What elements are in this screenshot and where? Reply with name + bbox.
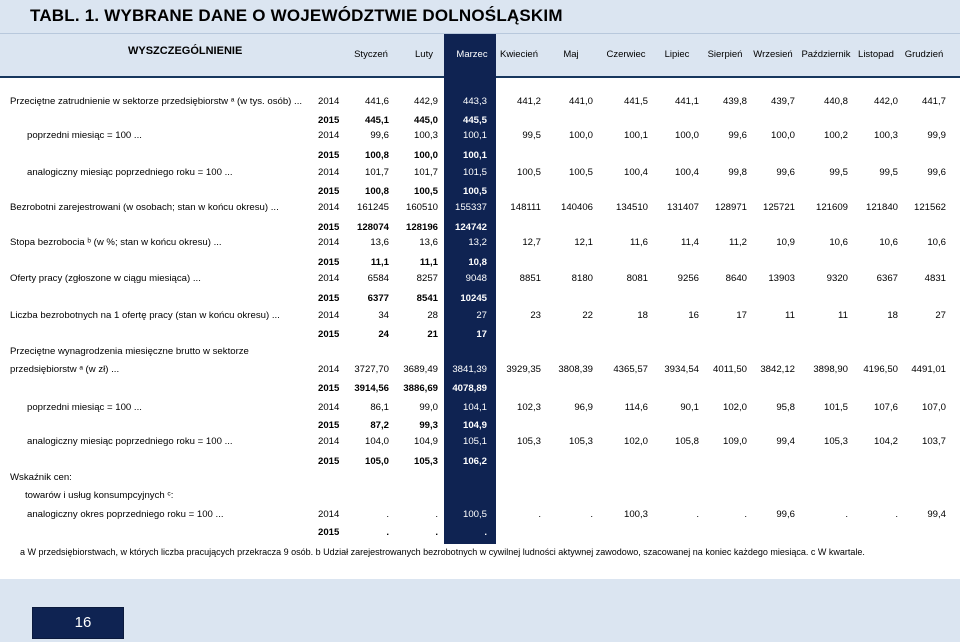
month-header: Luty <box>415 49 433 60</box>
table-row <box>0 202 960 216</box>
cell-value: 3886,69 <box>403 383 438 394</box>
row-label: Liczba bezrobotnych na 1 ofertę pracy (stan w końcu okresu) ... <box>10 310 280 321</box>
cell-value: 100,3 <box>413 130 438 141</box>
cell-value: 90,1 <box>680 402 699 413</box>
cell-value: 99,9 <box>927 130 946 141</box>
cell-value: 8640 <box>725 273 747 284</box>
cell-value: . <box>484 527 487 538</box>
cell-value: 10,6 <box>927 237 946 248</box>
cell-value: . <box>435 509 438 520</box>
cell-value: 100,1 <box>623 130 648 141</box>
cell-value: 102,3 <box>516 402 541 413</box>
row-year: 2015 <box>318 293 340 304</box>
table-row <box>0 310 960 324</box>
row-year: 2014 <box>318 167 340 178</box>
cell-value: 107,0 <box>921 402 946 413</box>
page-number-box <box>32 607 124 639</box>
table-row <box>0 420 960 434</box>
cell-value: 104,9 <box>462 420 487 431</box>
row-label: poprzedni miesiąc = 100 ... <box>27 130 142 141</box>
cell-value: 445,1 <box>364 115 389 126</box>
row-label: Przeciętne zatrudnienie w sektorze przedsiębiorstw ᵃ (w tys. osób) ... <box>10 96 303 107</box>
cell-value: 105,1 <box>462 436 487 447</box>
cell-value: 17 <box>476 329 487 340</box>
row-label: poprzedni miesiąc = 100 ... <box>27 402 142 413</box>
row-year: 2015 <box>318 383 340 394</box>
cell-value: . <box>435 527 438 538</box>
cell-value: 445,5 <box>462 115 487 126</box>
cell-value: 17 <box>736 310 747 321</box>
cell-value: 100,1 <box>462 130 487 141</box>
cell-value: 99,4 <box>927 509 946 520</box>
table-row <box>0 96 960 110</box>
cell-value: 28 <box>427 310 438 321</box>
row-year: 2014 <box>318 130 340 141</box>
row-label: analogiczny okres poprzedniego roku = 100 ... <box>27 509 224 520</box>
cell-value: 4365,57 <box>613 364 648 375</box>
cell-value: 99,5 <box>829 167 848 178</box>
bottom-band <box>0 579 960 642</box>
row-year: 2014 <box>318 436 340 447</box>
cell-value: 100,5 <box>568 167 593 178</box>
cell-value: 128196 <box>405 222 438 233</box>
table-row <box>0 115 960 129</box>
cell-value: 99,6 <box>776 509 795 520</box>
cell-value: 99,4 <box>776 436 795 447</box>
cell-value: . <box>386 509 389 520</box>
cell-value: 27 <box>935 310 946 321</box>
page-number: 16 <box>74 614 92 631</box>
cell-value: 99,5 <box>522 130 541 141</box>
cell-value: 128074 <box>356 222 389 233</box>
spec-header: WYSZCZEGÓLNIENIE <box>128 45 243 57</box>
cell-value: 13903 <box>768 273 795 284</box>
cell-value: 96,9 <box>574 402 593 413</box>
cell-value: 4011,50 <box>713 364 747 375</box>
cell-value: . <box>538 509 541 520</box>
cell-value: 443,3 <box>462 96 487 107</box>
month-header: Styczeń <box>354 49 388 60</box>
cell-value: 155337 <box>454 202 487 213</box>
cell-value: 131407 <box>666 202 699 213</box>
row-label: przedsiębiorstw ᵃ (w zł) ... <box>10 364 120 375</box>
cell-value: 13,2 <box>468 237 487 248</box>
cell-value: 8541 <box>416 293 438 304</box>
cell-value: 3898,90 <box>813 364 848 375</box>
table-row <box>0 383 960 397</box>
cell-value: 441,7 <box>921 96 946 107</box>
cell-value: . <box>895 509 898 520</box>
cell-value: 441,5 <box>623 96 648 107</box>
month-header: Czerwiec <box>606 49 646 60</box>
cell-value: 18 <box>887 310 898 321</box>
row-year: 2015 <box>318 222 340 233</box>
cell-value: 9320 <box>826 273 848 284</box>
cell-value: 128971 <box>714 202 747 213</box>
cell-value: 3689,49 <box>403 364 438 375</box>
cell-value: 105,3 <box>823 436 848 447</box>
month-header: Marzec <box>456 49 488 60</box>
cell-value: 124742 <box>454 222 487 233</box>
row-year: 2015 <box>318 186 340 197</box>
cell-value: 100,0 <box>674 130 699 141</box>
cell-value: 87,2 <box>370 420 389 431</box>
cell-value: . <box>696 509 699 520</box>
cell-value: 99,8 <box>728 167 747 178</box>
month-header: Listopad <box>858 49 894 60</box>
row-label: Przeciętne wynagrodzenia miesięczne brutto w sektorze <box>10 346 249 357</box>
cell-value: 100,0 <box>568 130 593 141</box>
table-title: TABL. 1. WYBRANE DANE O WOJEWÓDZTWIE DOLNOŚLĄSKIM <box>30 6 563 25</box>
cell-value: 12,1 <box>574 237 593 248</box>
cell-value: 8081 <box>626 273 648 284</box>
cell-value: 107,6 <box>873 402 898 413</box>
cell-value: 3727,70 <box>354 364 389 375</box>
cell-value: 11,6 <box>630 237 648 248</box>
cell-value: 10,6 <box>829 237 848 248</box>
cell-value: 441,2 <box>516 96 541 107</box>
cell-value: 105,3 <box>413 456 438 467</box>
cell-value: 10,9 <box>776 237 795 248</box>
cell-value: 101,5 <box>462 167 487 178</box>
table-row <box>0 436 960 450</box>
cell-value: 100,5 <box>516 167 541 178</box>
table-row <box>0 509 960 523</box>
cell-value: 100,0 <box>770 130 795 141</box>
row-year: 2015 <box>318 115 340 126</box>
footnote: a W przedsiębiorstwach, w których liczba pracujących przekracza 9 osób. b Udział zarejestrowanych bezrobotnych w cywilnej ludności aktywnej zawodowo, szacowanej na koniec każdego miesiąca. c W kwartale. <box>20 547 865 557</box>
cell-value: 16 <box>688 310 699 321</box>
row-label: analogiczny miesiąc poprzedniego roku = 100 ... <box>27 167 233 178</box>
cell-value: 8851 <box>519 273 541 284</box>
cell-value: 101,7 <box>364 167 389 178</box>
cell-value: 105,3 <box>568 436 593 447</box>
cell-value: 100,5 <box>462 186 487 197</box>
cell-value: 13,6 <box>370 237 389 248</box>
cell-value: 140406 <box>560 202 593 213</box>
cell-value: 442,0 <box>873 96 898 107</box>
month-header: Sierpień <box>707 49 743 60</box>
cell-value: 9048 <box>465 273 487 284</box>
row-year: 2015 <box>318 257 340 268</box>
table-row <box>0 329 960 343</box>
cell-value: 3842,12 <box>760 364 795 375</box>
cell-value: 104,1 <box>462 402 487 413</box>
cell-value: . <box>845 509 848 520</box>
cell-value: 121840 <box>865 202 898 213</box>
cell-value: 8180 <box>571 273 593 284</box>
cell-value: 3934,54 <box>664 364 699 375</box>
month-header: Październik <box>801 49 851 60</box>
cell-value: 99,6 <box>728 130 747 141</box>
cell-value: 6377 <box>367 293 389 304</box>
cell-value: . <box>590 509 593 520</box>
cell-value: 4196,50 <box>863 364 898 375</box>
cell-value: 99,6 <box>927 167 946 178</box>
cell-value: 23 <box>530 310 541 321</box>
cell-value: 11,4 <box>681 237 699 248</box>
cell-value: 439,7 <box>770 96 795 107</box>
row-label: analogiczny miesiąc poprzedniego roku = 100 ... <box>27 436 233 447</box>
cell-value: 148111 <box>510 202 541 213</box>
table-row <box>0 130 960 144</box>
cell-value: 445,0 <box>413 115 438 126</box>
row-label: Oferty pracy (zgłoszone w ciągu miesiąca) ... <box>10 273 201 284</box>
cell-value: 100,5 <box>462 509 487 520</box>
table-row <box>0 402 960 416</box>
table-row <box>0 490 960 504</box>
cell-value: 11,2 <box>729 237 747 248</box>
table-row <box>0 237 960 251</box>
cell-value: 21 <box>427 329 438 340</box>
cell-value: 10,8 <box>468 257 487 268</box>
cell-value: 100,4 <box>623 167 648 178</box>
cell-value: . <box>386 527 389 538</box>
row-year: 2014 <box>318 509 340 520</box>
table-row <box>0 527 960 541</box>
cell-value: 101,7 <box>413 167 438 178</box>
cell-value: 100,8 <box>364 150 389 161</box>
cell-value: 440,8 <box>823 96 848 107</box>
cell-value: 100,1 <box>462 150 487 161</box>
cell-value: 34 <box>378 310 389 321</box>
cell-value: 24 <box>378 329 389 340</box>
table-row <box>0 293 960 307</box>
row-year: 2015 <box>318 329 340 340</box>
cell-value: 100,0 <box>413 150 438 161</box>
cell-value: 12,7 <box>522 237 541 248</box>
cell-value: 100,3 <box>873 130 898 141</box>
cell-value: 134510 <box>615 202 648 213</box>
cell-value: 13,6 <box>419 237 438 248</box>
cell-value: 102,0 <box>623 436 648 447</box>
cell-value: 105,8 <box>674 436 699 447</box>
cell-value: 100,5 <box>413 186 438 197</box>
month-header: Lipiec <box>664 49 690 60</box>
cell-value: 442,9 <box>413 96 438 107</box>
table-row <box>0 222 960 236</box>
cell-value: 109,0 <box>722 436 747 447</box>
row-label: towarów i usług konsumpcyjnych ᶜ: <box>25 490 174 501</box>
row-label: Wskaźnik cen: <box>10 472 72 483</box>
cell-value: 125721 <box>762 202 795 213</box>
table-row <box>0 167 960 181</box>
row-year: 2014 <box>318 310 340 321</box>
cell-value: 6367 <box>876 273 898 284</box>
cell-value: 22 <box>582 310 593 321</box>
cell-value: 104,0 <box>364 436 389 447</box>
cell-value: 121609 <box>815 202 848 213</box>
cell-value: 101,5 <box>823 402 848 413</box>
title-bar <box>0 0 960 34</box>
cell-value: 10,6 <box>879 237 898 248</box>
cell-value: 121562 <box>913 202 946 213</box>
cell-value: 3929,35 <box>506 364 541 375</box>
cell-value: 99,6 <box>370 130 389 141</box>
row-year: 2014 <box>318 402 340 413</box>
row-year: 2014 <box>318 364 340 375</box>
cell-value: 100,2 <box>823 130 848 141</box>
cell-value: 4078,89 <box>452 383 487 394</box>
table-row <box>0 186 960 200</box>
cell-value: 100,8 <box>364 186 389 197</box>
table-row <box>0 472 960 486</box>
cell-value: 102,0 <box>722 402 747 413</box>
cell-value: 27 <box>476 310 487 321</box>
cell-value: 11 <box>785 310 795 321</box>
table-row <box>0 150 960 164</box>
cell-value: 4491,01 <box>911 364 946 375</box>
row-label: Stopa bezrobocia ᵇ (w %; stan w końcu okresu) ... <box>10 237 222 248</box>
row-year: 2015 <box>318 456 340 467</box>
month-header: Grudzień <box>904 49 944 60</box>
cell-value: 18 <box>637 310 648 321</box>
month-header: Wrzesień <box>753 49 793 60</box>
cell-value: 99,5 <box>879 167 898 178</box>
cell-value: 95,8 <box>776 402 795 413</box>
cell-value: 441,0 <box>568 96 593 107</box>
cell-value: 99,6 <box>776 167 795 178</box>
cell-value: 106,2 <box>462 456 487 467</box>
cell-value: 86,1 <box>370 402 389 413</box>
table-row <box>0 346 960 360</box>
cell-value: 103,7 <box>921 436 946 447</box>
row-label: Bezrobotni zarejestrowani (w osobach; stan w końcu okresu) ... <box>10 202 279 213</box>
table-row <box>0 257 960 271</box>
month-header: Kwiecień <box>499 49 539 60</box>
cell-value: 441,6 <box>364 96 389 107</box>
cell-value: 11,1 <box>370 257 389 268</box>
cell-value: 104,2 <box>873 436 898 447</box>
row-year: 2014 <box>318 237 340 248</box>
cell-value: 100,4 <box>674 167 699 178</box>
row-year: 2014 <box>318 202 340 213</box>
cell-value: 161245 <box>356 202 389 213</box>
cell-value: 439,8 <box>722 96 747 107</box>
cell-value: 99,0 <box>419 402 438 413</box>
cell-value: 160510 <box>405 202 438 213</box>
cell-value: 9256 <box>677 273 699 284</box>
cell-value: 100,3 <box>623 509 648 520</box>
row-year: 2014 <box>318 96 340 107</box>
cell-value: 8257 <box>416 273 438 284</box>
month-header: Maj <box>563 49 579 60</box>
cell-value: 105,3 <box>516 436 541 447</box>
cell-value: 3841,39 <box>452 364 487 375</box>
cell-value: 4831 <box>924 273 946 284</box>
row-year: 2015 <box>318 420 340 431</box>
cell-value: 114,6 <box>624 402 648 413</box>
table-row <box>0 273 960 287</box>
cell-value: 441,1 <box>674 96 699 107</box>
cell-value: 104,9 <box>413 436 438 447</box>
cell-value: 11 <box>838 310 848 321</box>
table-row <box>0 456 960 470</box>
cell-value: 99,3 <box>419 420 438 431</box>
cell-value: . <box>744 509 747 520</box>
row-year: 2014 <box>318 273 340 284</box>
table-row <box>0 364 960 378</box>
cell-value: 10245 <box>460 293 487 304</box>
row-year: 2015 <box>318 527 340 538</box>
cell-value: 3914,56 <box>354 383 389 394</box>
cell-value: 11,1 <box>419 257 438 268</box>
cell-value: 105,0 <box>364 456 389 467</box>
row-year: 2015 <box>318 150 340 161</box>
cell-value: 6584 <box>367 273 389 284</box>
cell-value: 3808,39 <box>558 364 593 375</box>
